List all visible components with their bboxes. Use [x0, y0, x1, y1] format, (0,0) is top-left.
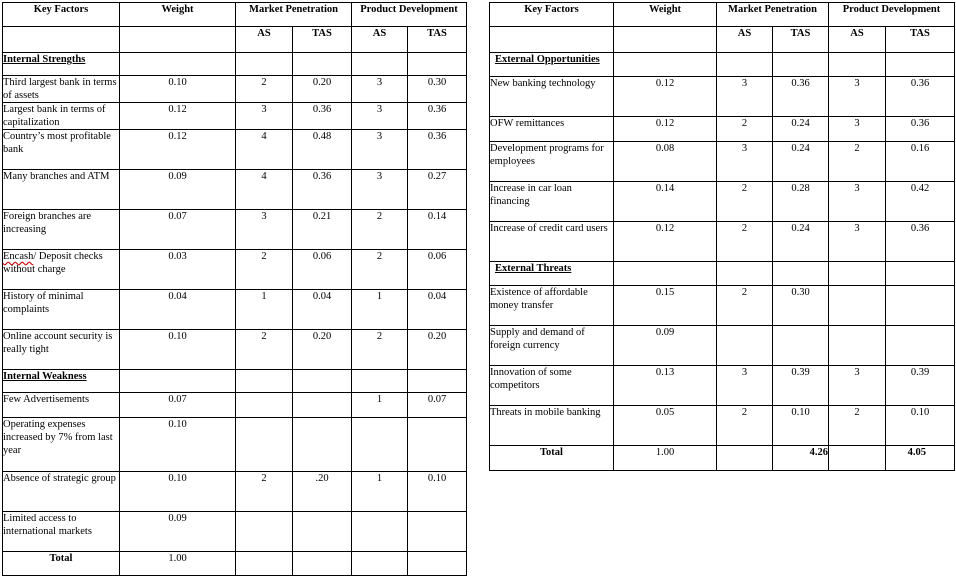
mp-as-cell: [717, 326, 773, 366]
mp-as-cell: 2: [236, 250, 293, 290]
header-market-penetration: Market Penetration: [717, 3, 829, 27]
pd-tas-cell: 0.06: [408, 250, 467, 290]
mp-tas-cell: 0.24: [773, 222, 829, 262]
weight-cell: 0.12: [614, 117, 717, 142]
header-empty: [120, 27, 236, 53]
section-row: [490, 262, 955, 286]
pd-tas-cell: 0.30: [408, 76, 467, 103]
table-row: [490, 182, 955, 222]
table-row: [490, 222, 955, 262]
table-row: [3, 76, 467, 103]
header-weight: Weight: [120, 3, 236, 27]
weight-cell: 0.12: [120, 130, 236, 170]
header-mp-tas: TAS: [773, 27, 829, 53]
mp-as-cell: 4: [236, 170, 293, 210]
mp-as-cell: 4: [236, 130, 293, 170]
table-row: [3, 393, 467, 418]
pd-tas-cell: 0.36: [886, 117, 955, 142]
table-row: [3, 290, 467, 330]
pd-as-cell: 1: [352, 393, 408, 418]
factor-rest: / Deposit checks without charge: [3, 251, 103, 275]
pd-as-cell: 1: [352, 472, 408, 512]
pd-tas-cell: [886, 326, 955, 366]
pd-tas-cell: 0.10: [408, 472, 467, 512]
mp-as-cell: 2: [236, 76, 293, 103]
table-row: [3, 512, 467, 552]
pd-tas-cell: 0.27: [408, 170, 467, 210]
header-empty: [3, 27, 120, 53]
factor-cell: Existence of affordable money transfer: [490, 286, 614, 326]
table-row: [490, 286, 955, 326]
factor-cell: Innovation of some competitors: [490, 366, 614, 406]
pd-as-cell: 3: [829, 366, 886, 406]
factor-cell: Increase of credit card users: [490, 222, 614, 262]
factor-lead-word: Encash: [3, 251, 34, 262]
mp-as-cell: 3: [717, 366, 773, 406]
total-mp-tas: 4.26: [773, 446, 829, 471]
header-product-development: Product Development: [829, 3, 955, 27]
total-label: Total: [3, 552, 120, 576]
mp-tas-cell: 0.36: [293, 170, 352, 210]
mp-as-cell: 3: [717, 142, 773, 182]
mp-as-cell: 2: [717, 406, 773, 446]
weight-cell: 0.07: [120, 393, 236, 418]
pd-as-cell: 1: [352, 290, 408, 330]
table-row: [3, 330, 467, 370]
header-pd-tas: TAS: [886, 27, 955, 53]
mp-tas-cell: 0.06: [293, 250, 352, 290]
factor-cell: Development programs for employees: [490, 142, 614, 182]
table-row: [3, 103, 467, 130]
section-row: [490, 53, 955, 77]
weight-cell: 0.07: [120, 210, 236, 250]
mp-as-cell: 2: [236, 330, 293, 370]
header-mp-tas: TAS: [293, 27, 352, 53]
pd-tas-cell: 0.10: [886, 406, 955, 446]
pd-as-cell: 3: [352, 76, 408, 103]
table-row: [3, 472, 467, 512]
factor-cell: Online account security is really tight: [3, 330, 120, 370]
pd-tas-cell: [408, 418, 467, 472]
section-row: [3, 370, 467, 393]
pd-tas-cell: 0.07: [408, 393, 467, 418]
table-row: [490, 77, 955, 117]
header-weight: Weight: [614, 3, 717, 27]
factor-cell: OFW remittances: [490, 117, 614, 142]
weight-cell: 0.09: [120, 512, 236, 552]
factor-cell: Largest bank in terms of capitalization: [3, 103, 120, 130]
pd-as-cell: [352, 512, 408, 552]
pd-as-cell: 3: [352, 103, 408, 130]
mp-tas-cell: [293, 418, 352, 472]
total-label: Total: [490, 446, 614, 471]
pd-as-cell: [352, 418, 408, 472]
total-weight: 1.00: [120, 552, 236, 576]
mp-tas-cell: 0.10: [773, 406, 829, 446]
mp-tas-cell: [773, 326, 829, 366]
weight-cell: 0.12: [614, 222, 717, 262]
section-title-internal-weakness: Internal Weakness: [3, 370, 120, 393]
header-key-factors: Key Factors: [490, 3, 614, 27]
mp-tas-cell: 0.39: [773, 366, 829, 406]
weight-cell: 0.14: [614, 182, 717, 222]
header-empty: [490, 27, 614, 53]
weight-cell: 0.09: [614, 326, 717, 366]
header-mp-as: AS: [717, 27, 773, 53]
left-qspm-table: [2, 2, 467, 576]
section-title-internal-strengths: Internal Strengths: [3, 53, 120, 76]
mp-tas-cell: 0.48: [293, 130, 352, 170]
section-row: [3, 53, 467, 76]
total-pd-tas: 4.05: [886, 446, 955, 471]
weight-cell: 0.10: [120, 472, 236, 512]
table-row: [3, 170, 467, 210]
total-mp-tas: [293, 552, 352, 576]
pd-as-cell: 3: [352, 170, 408, 210]
total-row: [490, 446, 955, 471]
weight-cell: 0.04: [120, 290, 236, 330]
mp-tas-cell: [293, 512, 352, 552]
table-row: [3, 418, 467, 472]
factor-cell: Few Advertisements: [3, 393, 120, 418]
pd-tas-cell: 0.20: [408, 330, 467, 370]
mp-as-cell: 1: [236, 290, 293, 330]
factor-cell: History of minimal complaints: [3, 290, 120, 330]
pd-tas-cell: 0.36: [886, 77, 955, 117]
pd-as-cell: 2: [352, 210, 408, 250]
weight-cell: 0.09: [120, 170, 236, 210]
header-pd-tas: TAS: [408, 27, 467, 53]
mp-tas-cell: 0.24: [773, 142, 829, 182]
weight-cell: 0.10: [120, 330, 236, 370]
header-pd-as: AS: [352, 27, 408, 53]
weight-cell: 0.03: [120, 250, 236, 290]
table-row: [3, 130, 467, 170]
weight-cell: 0.12: [614, 77, 717, 117]
pd-as-cell: 3: [829, 222, 886, 262]
pd-as-cell: 3: [829, 77, 886, 117]
mp-tas-cell: [293, 393, 352, 418]
weight-cell: 0.10: [120, 76, 236, 103]
mp-as-cell: 3: [236, 103, 293, 130]
factor-cell: Supply and demand of foreign currency: [490, 326, 614, 366]
mp-tas-cell: 0.36: [773, 77, 829, 117]
pd-as-cell: [829, 286, 886, 326]
mp-as-cell: 3: [236, 210, 293, 250]
mp-as-cell: [236, 393, 293, 418]
header-product-development: Product Development: [352, 3, 467, 27]
total-weight: 1.00: [614, 446, 717, 471]
pd-as-cell: [829, 326, 886, 366]
section-title-external-opportunities: External Opportunities: [490, 53, 614, 77]
header-market-penetration: Market Penetration: [236, 3, 352, 27]
table-row: [490, 142, 955, 182]
mp-as-cell: 2: [717, 286, 773, 326]
mp-as-cell: 2: [717, 117, 773, 142]
pd-tas-cell: [408, 512, 467, 552]
mp-tas-cell: 0.20: [293, 330, 352, 370]
weight-cell: 0.12: [120, 103, 236, 130]
table-row: [3, 210, 467, 250]
pd-tas-cell: 0.16: [886, 142, 955, 182]
factor-cell: Threats in mobile banking: [490, 406, 614, 446]
mp-tas-cell: .20: [293, 472, 352, 512]
header-mp-as: AS: [236, 27, 293, 53]
pd-as-cell: 2: [829, 406, 886, 446]
factor-cell: Absence of strategic group: [3, 472, 120, 512]
mp-as-cell: 2: [717, 182, 773, 222]
factor-cell: [3, 250, 120, 290]
header-key-factors: Key Factors: [3, 3, 120, 27]
pd-as-cell: 3: [352, 130, 408, 170]
mp-as-cell: [236, 418, 293, 472]
pd-as-cell: 2: [829, 142, 886, 182]
factor-cell: Operating expenses increased by 7% from last year: [3, 418, 120, 472]
pd-as-cell: 2: [352, 330, 408, 370]
header-pd-as: AS: [829, 27, 886, 53]
total-pd-tas: [408, 552, 467, 576]
factor-cell: New banking technology: [490, 77, 614, 117]
mp-tas-cell: 0.36: [293, 103, 352, 130]
section-title-external-threats: External Threats: [490, 262, 614, 286]
mp-tas-cell: 0.30: [773, 286, 829, 326]
factor-cell: Foreign branches are increasing: [3, 210, 120, 250]
mp-tas-cell: 0.28: [773, 182, 829, 222]
pd-tas-cell: [886, 286, 955, 326]
factor-cell: Increase in car loan financing: [490, 182, 614, 222]
weight-cell: 0.10: [120, 418, 236, 472]
pd-as-cell: 3: [829, 182, 886, 222]
mp-tas-cell: 0.21: [293, 210, 352, 250]
mp-as-cell: 2: [717, 222, 773, 262]
header-empty: [614, 27, 717, 53]
table-row: [490, 406, 955, 446]
pd-tas-cell: 0.36: [886, 222, 955, 262]
pd-tas-cell: 0.36: [408, 103, 467, 130]
pd-tas-cell: 0.42: [886, 182, 955, 222]
table-row: [490, 326, 955, 366]
factor-cell: Third largest bank in terms of assets: [3, 76, 120, 103]
pd-as-cell: 2: [352, 250, 408, 290]
table-row: [3, 250, 467, 290]
factor-cell: Many branches and ATM: [3, 170, 120, 210]
factor-cell: Limited access to international markets: [3, 512, 120, 552]
weight-cell: 0.05: [614, 406, 717, 446]
mp-as-cell: [236, 512, 293, 552]
table-row: [490, 366, 955, 406]
mp-tas-cell: 0.24: [773, 117, 829, 142]
right-qspm-table: [489, 2, 955, 471]
mp-as-cell: 2: [236, 472, 293, 512]
weight-cell: 0.08: [614, 142, 717, 182]
weight-cell: 0.13: [614, 366, 717, 406]
pd-tas-cell: 0.36: [408, 130, 467, 170]
factor-cell: Country’s most profitable bank: [3, 130, 120, 170]
pd-tas-cell: 0.39: [886, 366, 955, 406]
pd-as-cell: 3: [829, 117, 886, 142]
table-row: [490, 117, 955, 142]
mp-as-cell: 3: [717, 77, 773, 117]
mp-tas-cell: 0.20: [293, 76, 352, 103]
pd-tas-cell: 0.04: [408, 290, 467, 330]
pd-tas-cell: 0.14: [408, 210, 467, 250]
mp-tas-cell: 0.04: [293, 290, 352, 330]
weight-cell: 0.15: [614, 286, 717, 326]
total-row: [3, 552, 467, 576]
